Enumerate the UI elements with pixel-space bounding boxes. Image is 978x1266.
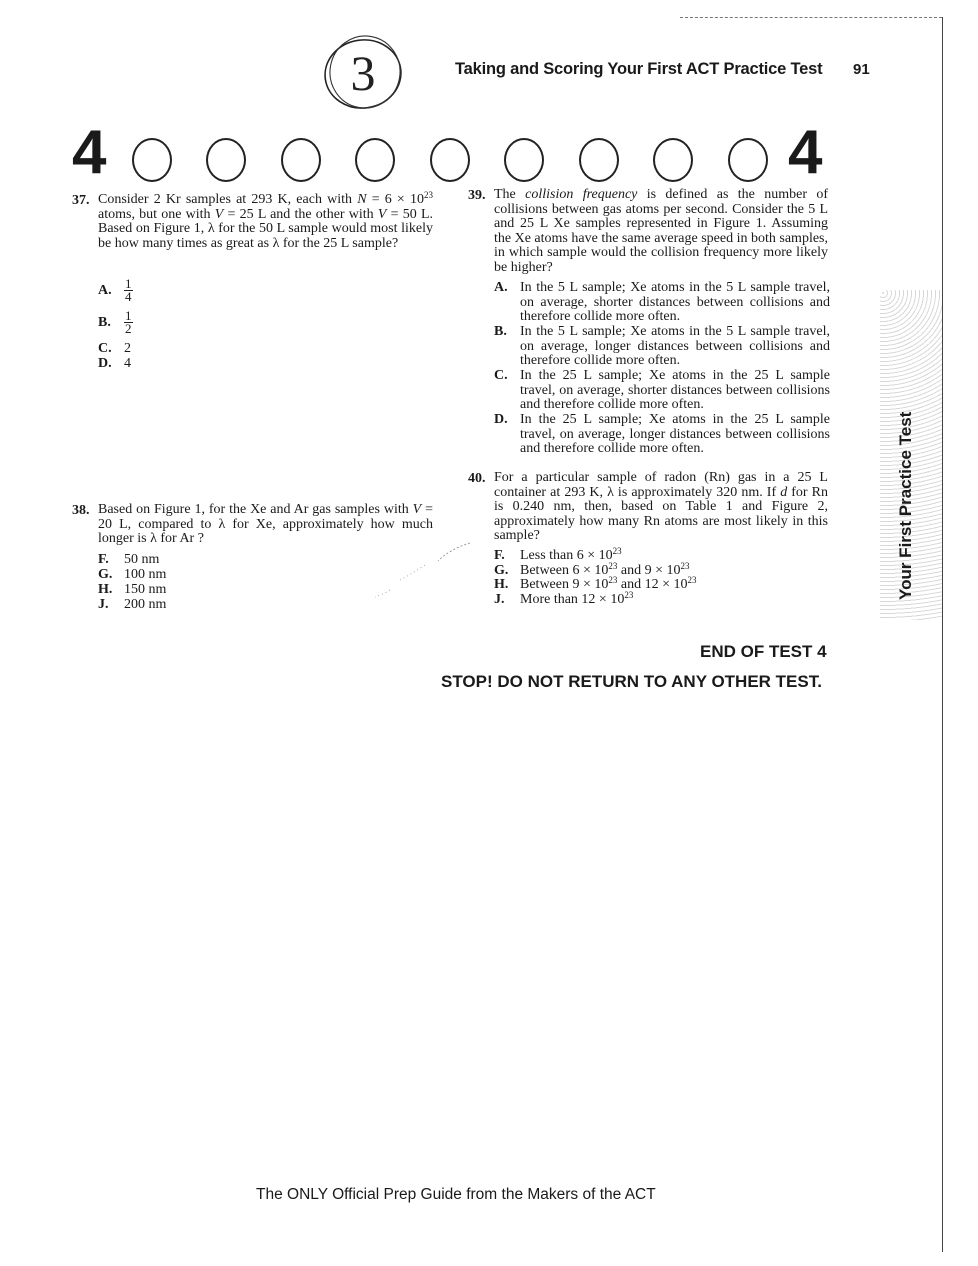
question-text: For a particular sample of radon (Rn) gas in a 25 L container at 293 K, λ is approximately 320 nm. If d for Rn is 0.240 nm, then, based on Table 1 and Figure 2, approximately how many Rn atoms are most likely in this sample? xyxy=(494,470,829,544)
option-text: In the 25 L sample; Xe atoms in the 25 L sample travel, on average, shorter distances between collisions and therefore collide more often. xyxy=(520,368,830,413)
answer-option[interactable] xyxy=(494,413,828,457)
option-text: 200 nm xyxy=(124,597,167,612)
stop-instruction: STOP! DO NOT RETURN TO ANY OTHER TEST. xyxy=(441,672,822,691)
banner-circle xyxy=(206,138,246,182)
pencil-marks xyxy=(370,535,480,605)
side-tab xyxy=(880,290,942,620)
option-text: 100 nm xyxy=(124,567,167,582)
option-letter: F. xyxy=(494,548,505,563)
option-text: More than $12 \times 10^{23}$ xyxy=(520,590,634,607)
option-letter: D. xyxy=(98,356,112,371)
banner-circle xyxy=(653,138,693,182)
answer-option[interactable] xyxy=(494,281,828,325)
answer-option[interactable] xyxy=(494,369,828,413)
banner-circle xyxy=(430,138,470,182)
question-number: 38. xyxy=(72,503,90,518)
banner-circle xyxy=(132,138,172,182)
question-text: Consider 2 Kr samples at 293 K, each with $N = 6 \times 10^{23}$ atoms, but one with V = 25 L and the other with V = 50 L. Based on Figure 1, λ for the 50 L sample would most likely be how many times as great as λ for the 25 L sample? xyxy=(98,190,434,251)
fraction-denominator: 4 xyxy=(125,289,132,304)
end-of-test-label: END OF TEST 4 xyxy=(700,642,827,661)
option-letter: G. xyxy=(494,563,509,578)
question-number: 39. xyxy=(468,188,486,203)
banner-left-number: 4 xyxy=(72,118,107,187)
option-letter: F. xyxy=(98,552,109,567)
option-letter: J. xyxy=(494,592,505,607)
option-text: In the 5 L sample; Xe atoms in the 5 L sample travel, on average, longer distances between collisions and therefore collide more often. xyxy=(520,324,830,369)
banner-circle xyxy=(504,138,544,182)
right-border-rule xyxy=(942,17,943,1252)
fraction-numerator: 1 xyxy=(125,308,132,323)
option-letter: J. xyxy=(98,597,109,612)
option-fraction xyxy=(124,278,133,303)
option-text: 150 nm xyxy=(124,582,167,597)
side-tab-label: Your First Practice Test xyxy=(896,411,915,600)
option-letter: C. xyxy=(98,341,112,356)
page-header-title: Taking and Scoring Your First ACT Practice Test xyxy=(455,60,823,78)
option-letter: B. xyxy=(494,324,507,339)
option-text: Between $9 \times 10^{23}$ and $12 \times 10^{23}$ xyxy=(520,575,697,592)
option-text: In the 5 L sample; Xe atoms in the 5 L sample travel, on average, shorter distances between collisions and therefore collide more often. xyxy=(520,280,830,325)
banner-circle xyxy=(281,138,321,182)
banner-circle xyxy=(355,138,395,182)
handwritten-circled-number xyxy=(320,30,406,116)
option-text: 2 xyxy=(124,341,131,356)
banner-right-number: 4 xyxy=(788,118,823,187)
option-text: Less than $6 \times 10^{23}$ xyxy=(520,546,622,563)
page-footer: The ONLY Official Prep Guide from the Makers of the ACT xyxy=(256,1186,656,1203)
answer-option[interactable] xyxy=(494,325,828,369)
question-text: The collision frequency is defined as the number of collisions between gas atoms per second. Consider the 5 L and 25 L Xe samples represented in Figure 1. Assuming the Xe atoms have the same average speed in both samples, in which sample would the collision frequency more likely be higher? xyxy=(494,187,828,275)
handwritten-3-text: 3 xyxy=(350,45,376,101)
top-border-rule xyxy=(680,17,942,18)
banner-circle xyxy=(728,138,768,182)
option-letter: A. xyxy=(98,283,112,298)
question-number: 37. xyxy=(72,193,90,208)
fraction-denominator: 2 xyxy=(125,321,132,336)
option-fraction xyxy=(124,310,133,335)
question-text: Based on Figure 1, for the Xe and Ar gas samples with V = 20 L, compared to λ for Xe, approximately how much longer is λ for Ar ? xyxy=(98,502,433,547)
option-text: In the 25 L sample; Xe atoms in the 25 L sample travel, on average, longer distances between collisions and therefore collide more often. xyxy=(520,412,830,457)
option-letter: D. xyxy=(494,412,508,427)
fraction-numerator: 1 xyxy=(125,276,132,291)
option-text: Between $6 \times 10^{23}$ and $9 \times 10^{23}$ xyxy=(520,561,690,578)
banner-circle xyxy=(579,138,619,182)
option-text: 4 xyxy=(124,356,131,371)
option-text: 50 nm xyxy=(124,552,160,567)
question-number: 40. xyxy=(468,471,486,486)
option-letter: H. xyxy=(494,577,509,592)
option-letter: H. xyxy=(98,582,113,597)
page-number: 91 xyxy=(853,61,870,78)
option-letter: B. xyxy=(98,315,111,330)
option-letter: G. xyxy=(98,567,113,582)
option-letter: C. xyxy=(494,368,508,383)
option-letter: A. xyxy=(494,280,508,295)
